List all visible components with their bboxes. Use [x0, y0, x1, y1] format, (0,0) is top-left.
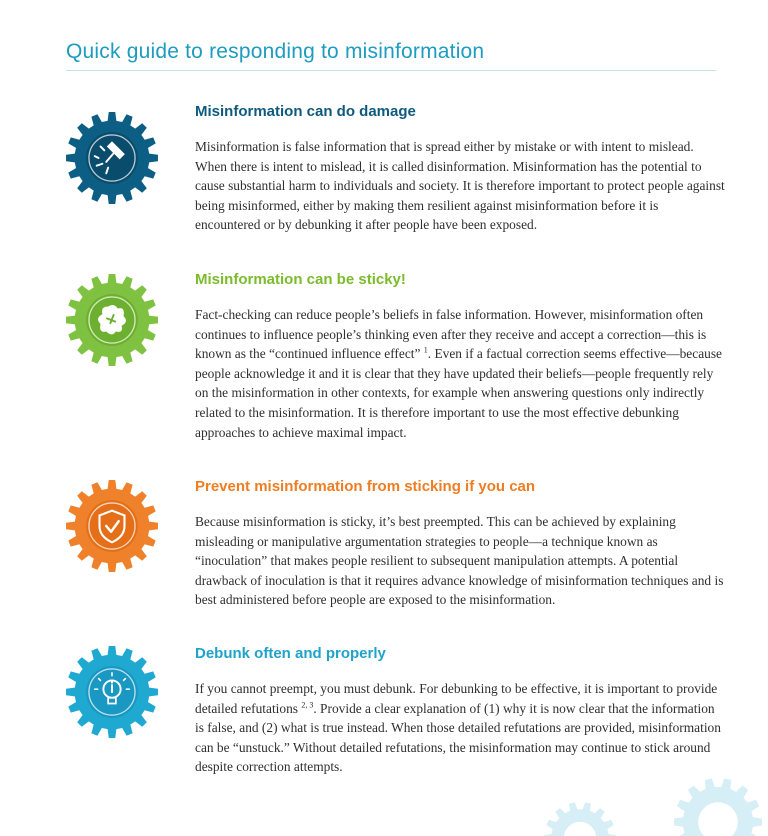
section-heading-debunk: Debunk often and properly — [195, 645, 386, 662]
page-title: Quick guide to responding to misinformation — [66, 40, 485, 63]
body-text: If you cannot preempt, you must debunk. For debunking to be effective, it is important to provide detailed refutations — [195, 681, 718, 716]
gear-hammer-badge — [64, 110, 160, 206]
section-body-damage: Misinformation is false information that is spread either by mistake or with intent to mislead. When there is intent to mislead, it is called disinformation. Misinformation has the potential to cause substantial harm to individuals and society. It is therefore important to protect people against being misinformed, either by making them resilient against misinformation before it is encountered or by debunking it after people have been exposed. — [195, 139, 725, 233]
section-body-prevent: Because misinformation is sticky, it’s best preempted. This can be achieved by explaining misleading or manipulative argumentation strategies to people—a technique known as “inoculation” that makes people resilient to subsequent manipulation attempts. A potential drawback of inoculation is that it requires advance knowledge of misinformation techniques and is best administered before people are exposed to the misinformation. — [195, 514, 724, 608]
body-text: Fact-checking can reduce people’s beliefs in false information. However, misinformation often continues to influence people’s thinking even after they receive and accept a correction—this is known as the “continued influence effect” — [195, 307, 707, 362]
section-heading-damage: Misinformation can do damage — [195, 103, 416, 120]
body-text: . Even if a factual correction seems effective—because people acknowledge it and it is clear that they have updated their beliefs—people frequently rely on the misinformation in other contexts, for example when answering questions only indirectly related to the misinformation. It is therefore important to use the most effective debunking approaches to achieve maximal impact. — [195, 346, 722, 440]
gear-sticky-badge — [64, 272, 160, 368]
section-heading-sticky: Misinformation can be sticky! — [195, 271, 406, 288]
body-text: . Provide a clear explanation of (1) why it is now clear that the information is false, and (2) what is true instead. When those detailed refutations are provided, misinformation can be “unstuck.” Without detailed refutations, the misinformation may continue to stick around despite correction attempts. — [195, 700, 721, 775]
lightbulb-icon — [64, 644, 160, 740]
decorative-gears — [540, 760, 768, 836]
gear-shield-badge — [64, 478, 160, 574]
footnote-ref: 1 — [423, 345, 428, 355]
sticky-splat-icon — [64, 272, 160, 368]
title-divider — [66, 70, 716, 71]
section-heading-prevent: Prevent misinformation from sticking if you can — [195, 478, 536, 495]
hammer-icon — [64, 110, 160, 206]
footnote-ref: 2, 3 — [301, 700, 314, 710]
section-body-sticky — [195, 305, 725, 442]
gear-lightbulb-badge — [64, 644, 160, 740]
shield-check-icon — [64, 478, 160, 574]
